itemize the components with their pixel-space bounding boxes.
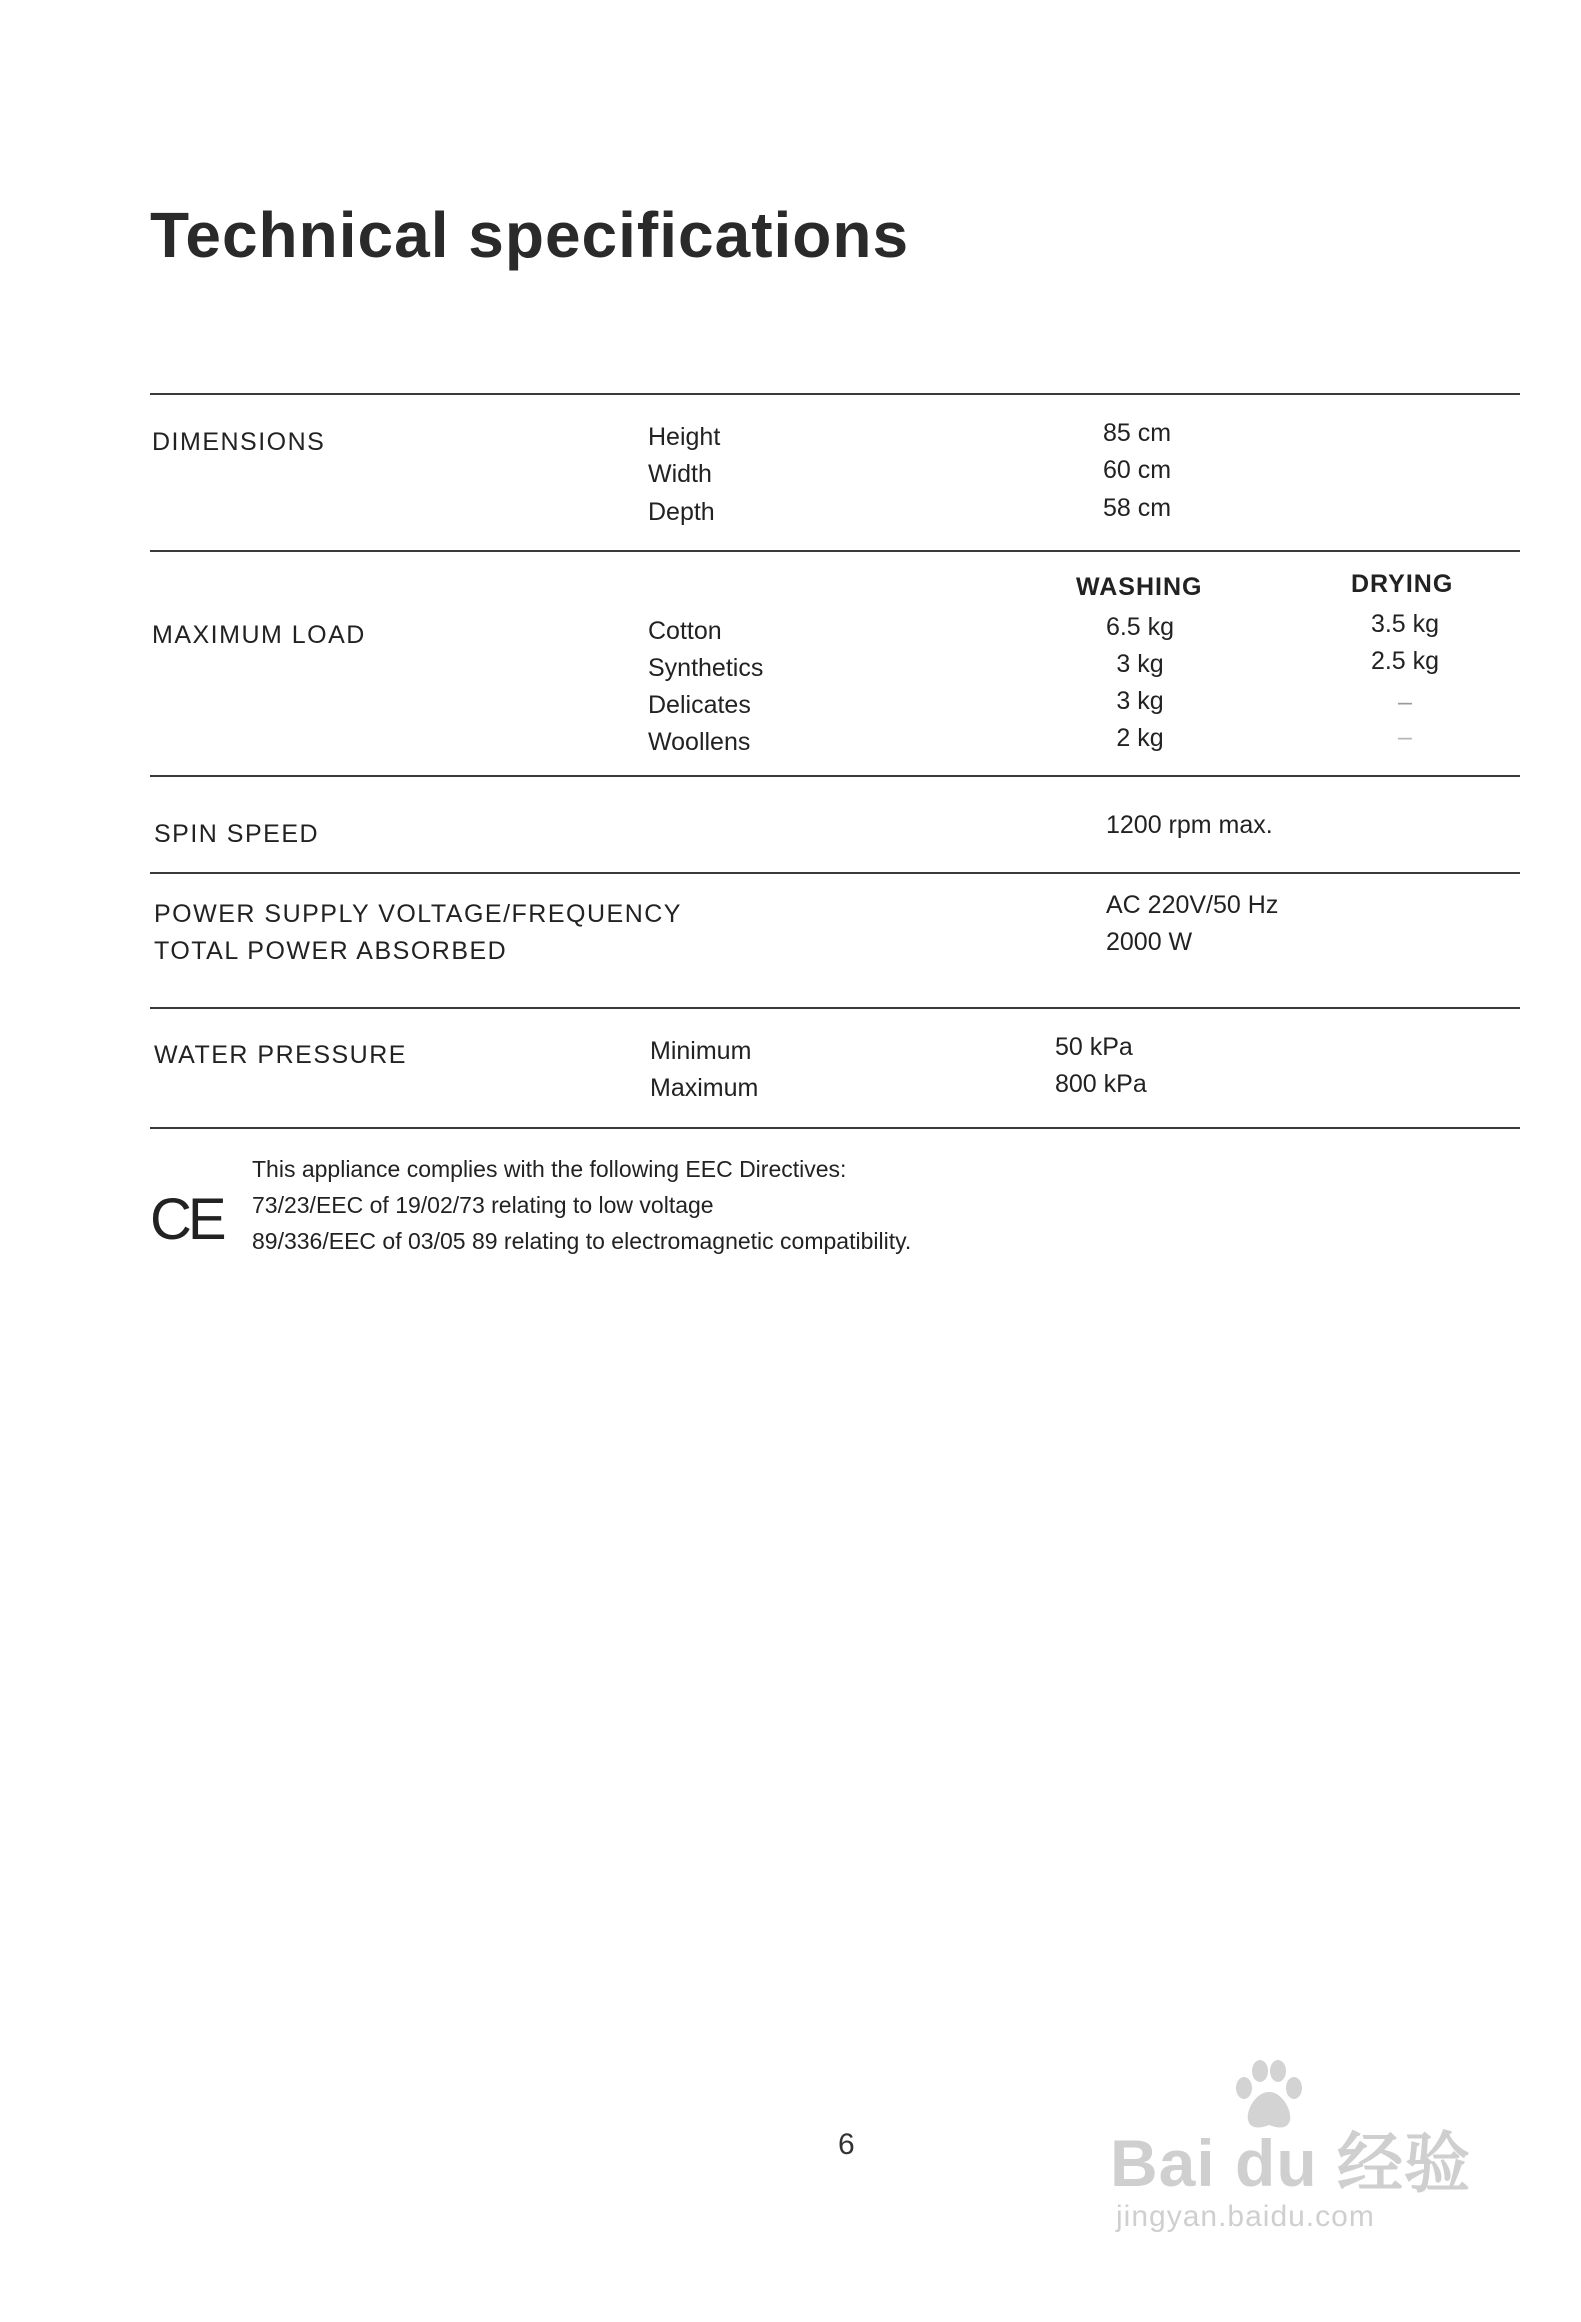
load-cotton-washing: 6.5 kg (1105, 613, 1175, 641)
water-minimum-label: Minimum (650, 1037, 752, 1065)
spin-speed-label: SPIN SPEED (154, 820, 320, 848)
watermark-url: jingyan.baidu.com (1116, 2200, 1375, 2233)
divider-power (150, 1007, 1520, 1009)
load-woollens-washing: 2 kg (1116, 724, 1164, 752)
washing-column-header: WASHING (1076, 573, 1203, 601)
water-minimum-value: 50 kPa (1055, 1033, 1133, 1061)
load-synthetics-label: Synthetics (648, 654, 764, 682)
dimension-height-label: Height (648, 423, 721, 451)
compliance-line-1: This appliance complies with the following EEC Directives: (252, 1156, 847, 1182)
max-load-label: MAXIMUM LOAD (152, 621, 366, 649)
load-woollens-drying: – (1398, 723, 1412, 751)
divider-dimensions (150, 550, 1520, 552)
divider-top (150, 393, 1520, 395)
power-supply-label: POWER SUPPLY VOLTAGE/FREQUENCY (154, 900, 682, 928)
water-pressure-label: WATER PRESSURE (154, 1041, 407, 1069)
dimension-depth-value: 58 cm (1103, 494, 1172, 522)
spin-speed-value: 1200 rpm max. (1106, 811, 1273, 839)
dimension-depth-label: Depth (648, 498, 715, 526)
load-delicates-drying: – (1398, 688, 1412, 716)
ce-mark-icon: CE (150, 1187, 223, 1252)
load-synthetics-drying: 2.5 kg (1370, 647, 1440, 675)
load-synthetics-washing: 3 kg (1116, 650, 1164, 678)
total-power-label: TOTAL POWER ABSORBED (154, 937, 508, 965)
watermark-brand: Bai du 经验 (1110, 2126, 1472, 2200)
compliance-line-2: 73/23/EEC of 19/02/73 relating to low voltage (252, 1192, 714, 1218)
load-woollens-label: Woollens (648, 728, 751, 756)
dimension-width-label: Width (648, 460, 712, 488)
dimensions-label: DIMENSIONS (152, 428, 326, 456)
dimension-height-value: 85 cm (1103, 419, 1172, 447)
divider-max-load (150, 775, 1520, 777)
divider-water (150, 1127, 1520, 1129)
divider-spin (150, 872, 1520, 874)
total-power-value: 2000 W (1106, 928, 1193, 956)
load-delicates-label: Delicates (648, 691, 751, 719)
load-cotton-label: Cotton (648, 617, 722, 645)
power-supply-value: AC 220V/50 Hz (1106, 891, 1279, 919)
dimension-width-value: 60 cm (1103, 456, 1172, 484)
page-title: Technical specifications (150, 199, 910, 271)
compliance-line-3: 89/336/EEC of 03/05 89 relating to electromagnetic compatibility. (252, 1228, 912, 1254)
load-cotton-drying: 3.5 kg (1370, 610, 1440, 638)
load-delicates-washing: 3 kg (1116, 687, 1164, 715)
water-maximum-value: 800 kPa (1055, 1070, 1147, 1098)
page-number: 6 (838, 2128, 855, 2161)
water-maximum-label: Maximum (650, 1074, 759, 1102)
drying-column-header: DRYING (1351, 570, 1454, 598)
